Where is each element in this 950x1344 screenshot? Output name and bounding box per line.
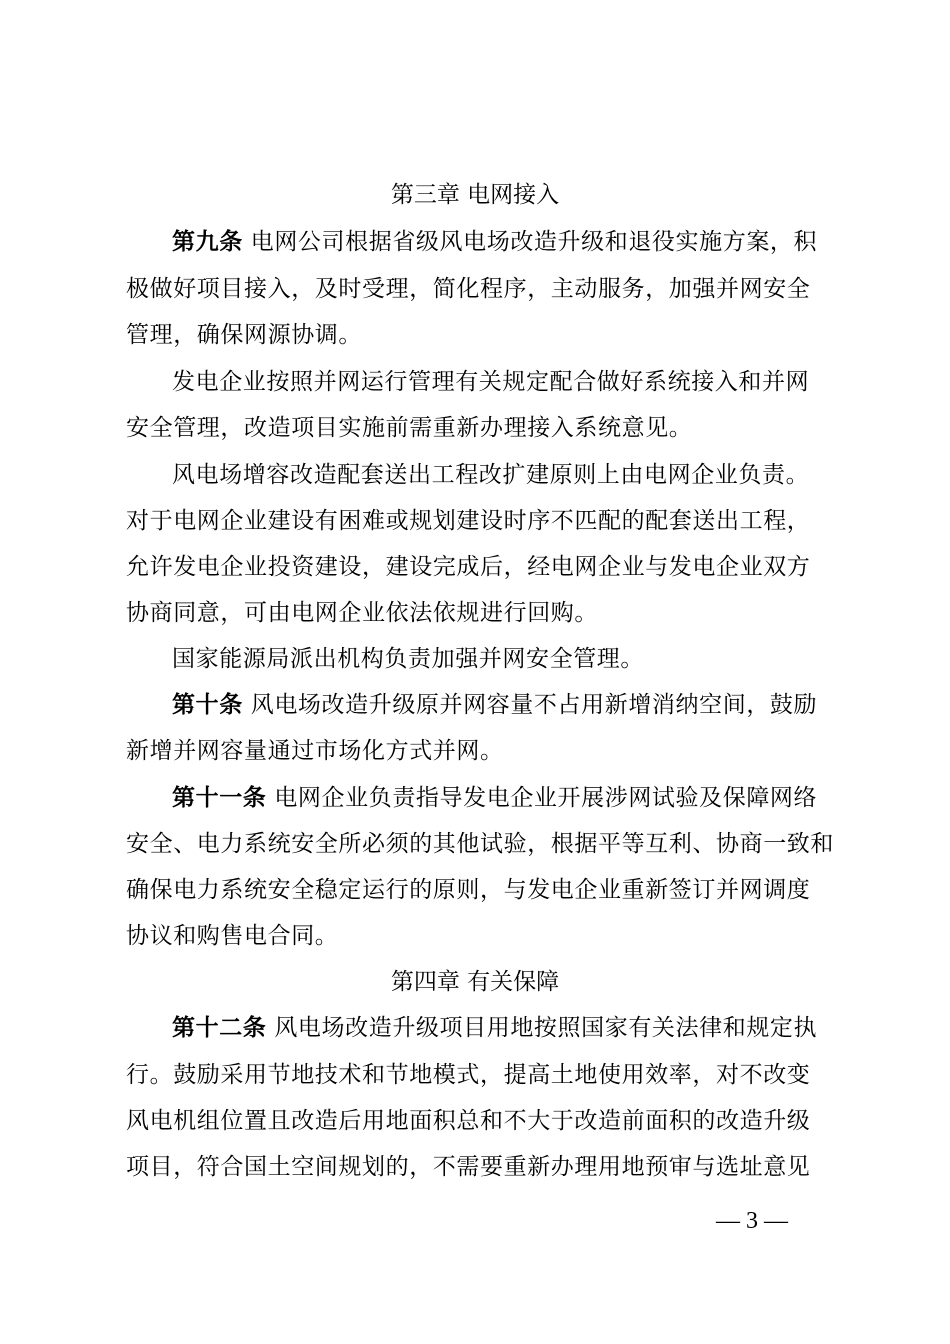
article-9-text-line-1: 电网公司根据省级风电场改造升级和退役实施方案，积: [250, 229, 818, 255]
article-12-first-line: [172, 1013, 836, 1043]
article-11-text-line-2: 安全、电力系统安全所必须的其他试验，根据平等互利、协商一致和: [126, 831, 834, 857]
article-9-text-line-3: 管理，确保网源协调。: [126, 322, 362, 348]
article-11-text-line-4: 协议和购售电合同。: [126, 923, 339, 949]
power-companies-paragraph-line-2: 安全管理，改造项目实施前需重新办理接入系统意见。: [126, 415, 693, 441]
chapter-4-heading: 第四章 有关保障: [390, 969, 560, 995]
article-12-label: 第十二条: [172, 1015, 267, 1041]
power-companies-paragraph-line-1: 发电企业按照并网运行管理有关规定配合做好系统接入和并网: [172, 369, 810, 395]
chapter-3-heading: 第三章 电网接入: [390, 182, 560, 208]
article-11-label: 第十一条: [172, 785, 267, 811]
article-12-text-line-1: 风电场改造升级项目用地按照国家有关法律和规定执: [274, 1015, 818, 1041]
article-11-text-line-1: 电网企业负责指导发电企业开展涉网试验及保障网络: [274, 785, 818, 811]
article-9-first-line: [172, 227, 836, 257]
article-10-label: 第十条: [172, 692, 243, 718]
article-11-text-line-3: 确保电力系统安全稳定运行的原则，与发电企业重新签订并网调度: [126, 877, 811, 903]
expansion-paragraph-line-3: 允许发电企业投资建设，建设完成后，经电网企业与发电企业双方: [126, 554, 811, 580]
article-12-text-line-4: 项目，符合国土空间规划的，不需要重新办理用地预审与选址意见: [126, 1154, 811, 1180]
article-11-first-line: [172, 783, 836, 813]
article-10-text-line-1: 风电场改造升级原并网容量不占用新增消纳空间，鼓励: [250, 692, 818, 718]
article-12-text-line-3: 风电机组位置且改造后用地面积总和不大于改造前面积的改造升级: [126, 1108, 811, 1134]
expansion-paragraph-line-2: 对于电网企业建设有困难或规划建设时序不匹配的配套送出工程，: [126, 508, 811, 534]
expansion-paragraph-line-4: 协商同意，可由电网企业依法依规进行回购。: [126, 600, 598, 626]
page-number: — 3 —: [716, 1208, 788, 1234]
expansion-paragraph-line-1: 风电场增容改造配套送出工程改扩建原则上由电网企业负责。: [172, 462, 810, 488]
article-10-first-line: [172, 690, 836, 720]
article-10-text-line-2: 新增并网容量通过市场化方式并网。: [126, 738, 504, 764]
article-9-text-line-2: 极做好项目接入，及时受理，简化程序，主动服务，加强并网安全: [126, 276, 811, 302]
nea-paragraph-line-1: 国家能源局派出机构负责加强并网安全管理。: [172, 646, 644, 672]
article-12-text-line-2: 行。鼓励采用节地技术和节地模式，提高土地使用效率，对不改变: [126, 1062, 811, 1088]
article-9-label: 第九条: [172, 229, 243, 255]
